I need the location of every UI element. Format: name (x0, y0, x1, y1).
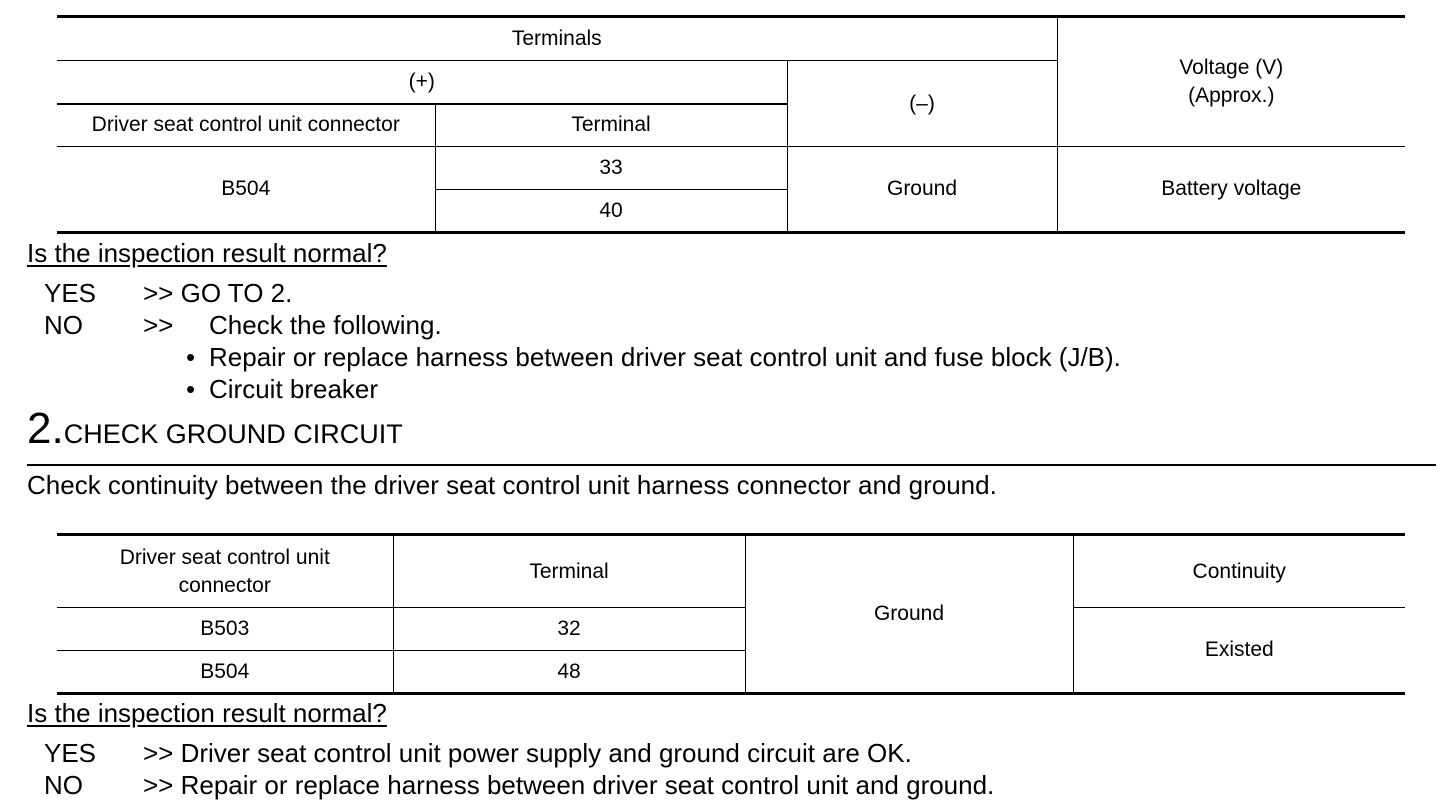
voltage-value-cell: Battery voltage (1057, 147, 1405, 233)
step2-yes-text: >> Driver seat control unit power supply and ground circuit are OK. (143, 738, 912, 768)
step2-instruction: Check continuity between the driver seat control unit harness connector and ground. (27, 470, 997, 500)
header-connector: Driver seat control unit connector (57, 104, 435, 147)
voltage-inspection-table (57, 15, 1405, 234)
t2-ground-cell: Ground (745, 535, 1073, 694)
step2-no-text: >> Repair or replace harness between driver seat control unit and ground. (143, 770, 995, 800)
header-terminal: Terminal (435, 104, 787, 147)
header-minus: (–) (787, 61, 1057, 147)
step1-question: Is the inspection result normal? (27, 238, 387, 268)
step1-bullet-1: Repair or replace harness between driver seat control unit and fuse block (J/B). (209, 342, 1121, 372)
connector-cell: B504 (57, 147, 435, 233)
step1-yes-text: >> GO TO 2. (143, 278, 293, 308)
minus-value-cell: Ground (787, 147, 1057, 233)
header-plus: (+) (57, 61, 787, 104)
step2-yes-label: YES (44, 738, 97, 768)
t2-row2-terminal: 48 (393, 651, 745, 694)
t2-header-connector-text: Driver seat control unit connector (119, 545, 330, 597)
t2-header-connector (57, 535, 393, 608)
header-terminals: Terminals (57, 17, 1057, 61)
step2-number: 2. (27, 404, 64, 453)
bullet-icon: • (186, 342, 196, 372)
t2-continuity-value: Existed (1073, 608, 1405, 694)
step2-heading (27, 404, 403, 453)
step2-question: Is the inspection result normal? (27, 698, 387, 728)
step2-no-label: NO (44, 770, 83, 800)
step2-divider (27, 464, 1436, 466)
terminal-cell-2: 40 (435, 190, 787, 233)
terminal-cell-1: 33 (435, 147, 787, 190)
step2-title: CHECK GROUND CIRCUIT (63, 419, 403, 449)
step1-no-label: NO (44, 310, 83, 340)
step1-bullet-2: Circuit breaker (209, 374, 379, 404)
step1-no-arrows: >> (143, 310, 174, 340)
continuity-inspection-table (57, 533, 1405, 695)
t2-header-continuity: Continuity (1073, 535, 1405, 608)
bullet-icon: • (186, 374, 196, 404)
t2-row1-terminal: 32 (393, 608, 745, 651)
step1-no-text: Check the following. (209, 310, 442, 340)
t2-row1-connector: B503 (57, 608, 393, 651)
header-voltage (1057, 17, 1405, 147)
header-voltage-text: Voltage (V) (Approx.) (1179, 56, 1284, 107)
t2-header-terminal: Terminal (393, 535, 745, 608)
t2-row2-connector: B504 (57, 651, 393, 694)
step1-yes-label: YES (44, 278, 97, 308)
